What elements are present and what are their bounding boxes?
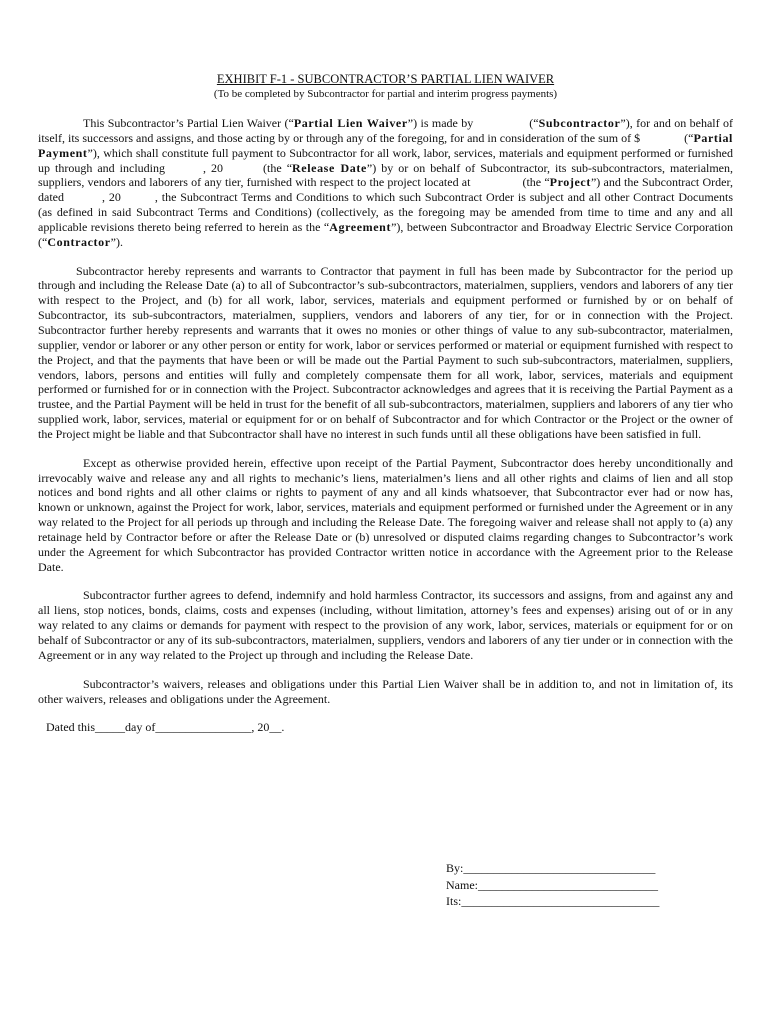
p1-text: , 20 [203, 160, 224, 175]
paragraph-additional: Subcontractor’s waivers, releases and obligations under this Partial Lien Waiver shall be in addition to, and not in limitation of, its other waivers, releases and obligations under the Agreement. [38, 676, 733, 706]
p1-text: ”). [110, 234, 123, 249]
term-agreement: Agreement [329, 219, 392, 234]
p1-text: ”) by or on behalf of Subcontractor, its sub-subcontractors, materialmen, suppliers, vendors and laborers of any tier, furnished with respect to the project located at [38, 160, 734, 190]
p1-text: ”) and the Subcontract Order, dated [38, 175, 733, 205]
term-project: Project [549, 175, 591, 190]
paragraph-indemnity: Subcontractor further agrees to defend, indemnify and hold harmless Contractor, its successors and assigns, from and against any and all liens, stop notices, bonds, claims, costs and expenses (including, without limitation, attorney’s fees and expenses) arising out of or in any way related to any claims or demands for payment with respect to the provision of any work, labor, services, materials or equipment for or on behalf of Subcontractor or any of its sub-subcontractors, materialmen, suppliers, vendors and laborers of any tier under or in connection with the Agreement or in any way related to the Project up through and including the Release Date. [38, 588, 733, 662]
term-subcontractor: Subcontractor [538, 116, 621, 130]
p1-text: , 20 [102, 190, 121, 205]
p1-text: ”) is made by [407, 116, 474, 130]
p1-text: (“ [684, 130, 694, 145]
paragraph-representations: Subcontractor hereby represents and warrants to Contractor that payment in full has been made by Subcontractor for the period up through and including the Release Date (a) to all of Subcontractor’s sub-subcontractors, materialmen, suppliers, vendors and laborers of any tier with respect to the Project, and (b) for all work, labor, services, materials and equipment performed or furnished by or on behalf of Subcontractor, its sub-subcontractors, materialmen, suppliers, vendors and laborers of any tier, for or in connection with the Project. Subcontractor further hereby represents and warrants that it owes no monies or other things of value to any sub-subcontractor, materialmen, supplier, vendor or laborer or any other person or entity for work, labor or services performed or material or equipment furnished with respect to the Project, and that the payments that have been or will be made out the Partial Payment to such sub-subcontractors, materialmen, suppliers, vendors, labors, persons and entities will fully and completely compensate them for all work, labor, services, materials and equipment performed or furnished for or in connection with the Project. Subcontractor acknowledges and agrees that it is receiving the Partial Payment as a trustee, and the Partial Payment will be held in trust for the benefit of all sub-subcontractors, materialmen, suppliers and laborers of any tier who supplied work, labor, services, material or equipment for or on behalf of Subcontractor and for which Contractor or the Project or the owner of the Project might be liable and that Subcontractor shall have no interest in such funds until all these obligations have been satisfied in full. [38, 263, 733, 441]
term-contractor: Contractor [47, 234, 111, 249]
p1-text: ”), between Subcontractor and Broadway Electric Service Corporation (“ [38, 219, 733, 249]
p1-text: , the Subcontract Terms and Conditions to which such Subcontract Order is subject and all other Contract Documents (as defined in said Subcontract Terms and Conditions) (collectively, as the foregoing may be amended from time to time and any and all applicable revisions thereto being referred to herein as the “ [38, 190, 734, 234]
p1-text: (the “ [263, 160, 293, 175]
term-partial-payment: Partial Payment [38, 130, 733, 160]
document-page [38, 72, 733, 735]
p1-text: ”), which shall constitute full payment to Subcontractor for all work, labor, services, materials and equipment performed or furnished up through and including [38, 145, 733, 175]
term-release-date: Release Date [292, 160, 367, 175]
p1-text: This Subcontractor’s Partial Lien Waiver (“ [83, 116, 294, 130]
p1-text: ”), for and on behalf of itself, its successors and assigns, and those acting by or through any of the foregoing, for and in consideration of the sum of $ [38, 116, 733, 145]
paragraph-parties [38, 116, 733, 250]
term-partial-lien-waiver: Partial Lien Waiver [293, 116, 408, 130]
signature-its-line: Its:_________________________________ [446, 894, 660, 908]
signature-block [446, 860, 659, 910]
signature-name-line: Name:______________________________ [446, 877, 658, 892]
document-title: EXHIBIT F-1 - SUBCONTRACTOR’S PARTIAL LIEN WAIVER [216, 72, 555, 86]
p1-text: (“ [529, 116, 539, 130]
signature-by-line: By:________________________________ [446, 861, 656, 875]
p1-text: (the “ [522, 175, 550, 190]
document-subtitle: (To be completed by Subcontractor for partial and interim progress payments) [213, 88, 558, 100]
dated-line: Dated this_____day of________________, 20__. [46, 720, 285, 735]
paragraph-waiver: Except as otherwise provided herein, effective upon receipt of the Partial Payment, Subcontractor does hereby unconditionally and irrevocably waive and release any and all rights to mechanic’s liens, materialmen’s liens and all other rights and claims of lien and all stop notices and bond rights and all other claims or rights to payment of any and all kinds whatsoever, that Subcontractor ever had or now has, known or unknown, against the Project for work, labor, services, materials and equipment performed or furnished under the Agreement or in any way related to the Project for all periods up through and including the Release Date. The foregoing waiver and release shall not apply to (a) any retainage held by Contractor before or after the Release Date or (b) unresolved or disputed claims regarding changes to Subcontractor’s work under the Agreement for which Subcontractor has provided Contractor written notice in accordance with the Agreement prior to the Release Date. [38, 455, 733, 574]
